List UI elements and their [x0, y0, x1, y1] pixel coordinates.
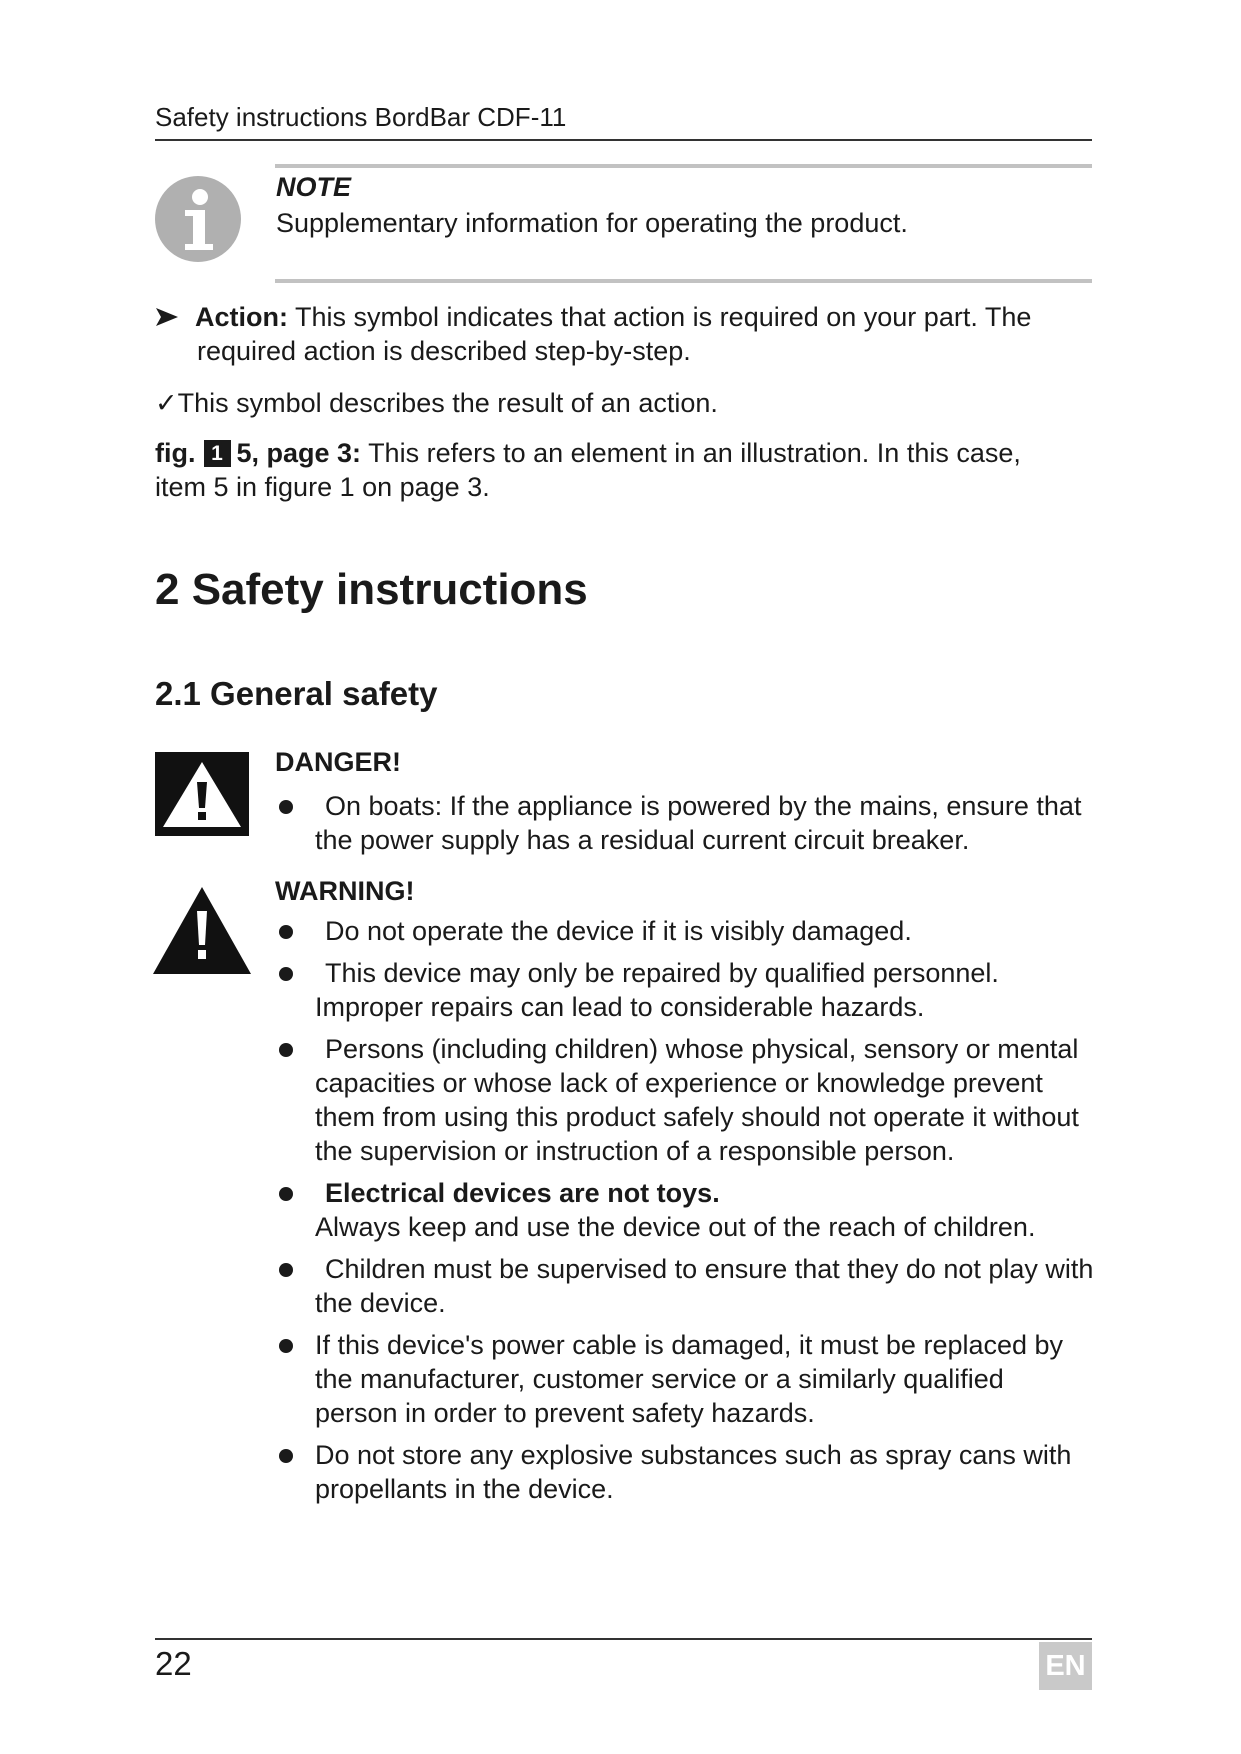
- bullet-icon: [279, 1263, 293, 1277]
- result-paragraph: [155, 386, 1095, 420]
- note-body: Supplementary information for operating the product.: [276, 208, 908, 238]
- bullet-icon: [279, 1339, 293, 1353]
- fig-label: fig.: [155, 438, 196, 468]
- subsection-title: 2.1 General safety: [155, 675, 438, 712]
- info-icon: [155, 176, 241, 262]
- bullet-icon: [279, 1043, 293, 1057]
- note-bottom-rule: [275, 279, 1092, 283]
- list-item: This device may only be repaired by qualified personnel. Improper repairs can lead to considerable hazards.: [275, 956, 1105, 1024]
- list-item: If this device's power cable is damaged, it must be replaced by the manufacturer, customer service or a similarly qualified person in order to prevent safety hazards.: [275, 1328, 1105, 1430]
- list-item: Persons (including children) whose physical, sensory or mental capacities or whose lack of experience or knowledge prevent them from using this product safely should not operate it without the supervision or instruction of a responsible person.: [275, 1032, 1105, 1168]
- action-text-line1: This symbol indicates that action is required on your part. The: [295, 302, 1032, 332]
- note-top-rule: [275, 164, 1092, 168]
- result-text: This symbol describes the result of an action.: [177, 388, 718, 418]
- list-item: Electrical devices are not toys. Always keep and use the device out of the reach of children.: [275, 1176, 1105, 1244]
- page-number: 22: [155, 1645, 192, 1682]
- bullet-icon: [279, 967, 293, 981]
- section-title: 2 Safety instructions: [155, 565, 588, 614]
- list-item: Do not store any explosive substances such as spray cans with propellants in the device.: [275, 1438, 1105, 1506]
- fig-ref-text-line1: This refers to an element in an illustration. In this case,: [368, 438, 1021, 468]
- bullet-icon: [279, 925, 293, 939]
- header-divider: [155, 139, 1092, 141]
- action-paragraph: [195, 302, 1031, 333]
- list-item: Children must be supervised to ensure that they do not play with the device.: [275, 1252, 1105, 1320]
- list-item: On boats: If the appliance is powered by the mains, ensure that the power supply has a residual current circuit breaker.: [275, 789, 1105, 857]
- fig-ref: 5, page 3:: [236, 438, 362, 468]
- danger-title: DANGER!: [275, 747, 401, 777]
- fig-ref-paragraph: [155, 436, 1095, 504]
- bullet-icon: [279, 1187, 293, 1201]
- fig-ref-text-line2: item 5 in figure 1 on page 3.: [155, 472, 490, 502]
- warning-triangle-icon: [153, 887, 251, 974]
- running-header: Safety instructions BordBar CDF-11: [155, 102, 567, 132]
- warning-list: [275, 914, 1105, 1514]
- language-badge: EN: [1039, 1642, 1092, 1690]
- note-title: NOTE: [276, 172, 352, 202]
- list-item: Do not operate the device if it is visibly damaged.: [275, 914, 1105, 948]
- action-text-line2: required action is described step-by-step.: [197, 336, 691, 366]
- bullet-icon: [279, 1449, 293, 1463]
- footer-divider: [155, 1638, 1092, 1640]
- checkmark-icon: ✓: [155, 388, 178, 418]
- arrow-right-icon: [155, 305, 179, 329]
- danger-list: [275, 789, 1105, 865]
- warning-title: WARNING!: [275, 876, 415, 906]
- bullet-icon: [279, 800, 293, 814]
- figure-number-box: 1: [204, 440, 231, 467]
- danger-warning-triangle-icon: [155, 752, 249, 836]
- emphasis-text: Electrical devices are not toys.: [325, 1178, 720, 1208]
- action-label: Action:: [195, 302, 288, 332]
